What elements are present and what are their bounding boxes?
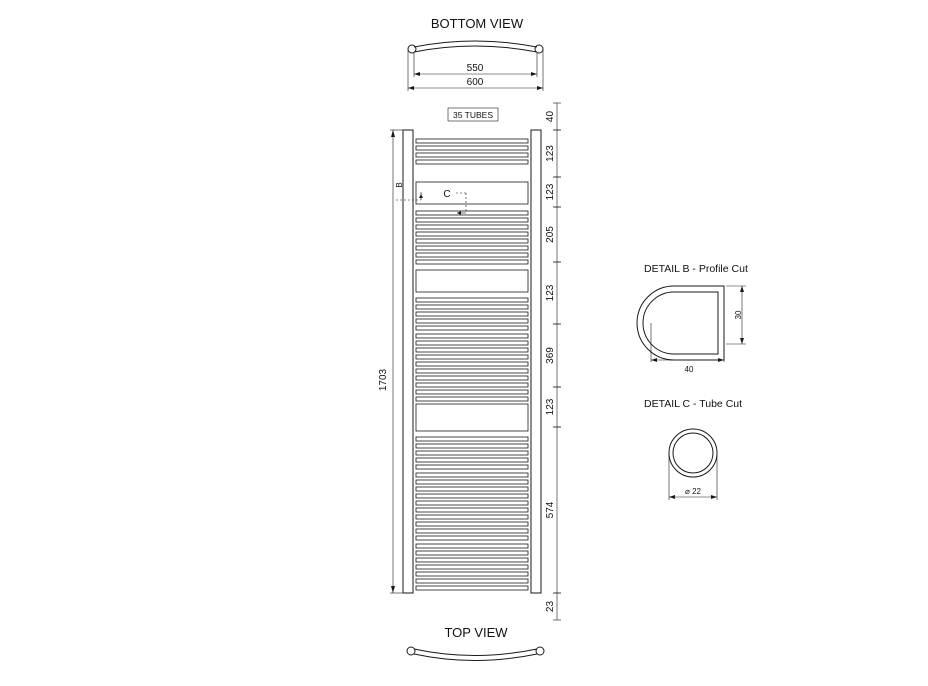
right-dimension-7 xyxy=(545,387,561,427)
detail-c xyxy=(644,398,742,500)
open-gap-tube-2 xyxy=(416,270,528,292)
tube-49 xyxy=(416,586,528,590)
top-view-left-end xyxy=(407,647,415,655)
right-dimension-2 xyxy=(545,130,561,177)
tube-40 xyxy=(416,522,528,526)
tube-24 xyxy=(416,376,528,380)
tube-18 xyxy=(416,334,528,338)
right-dimension-1-label: 40 xyxy=(545,110,556,123)
detail-c-tube-inner xyxy=(673,433,713,473)
section-marker-b-label: B xyxy=(395,182,404,188)
tube-23 xyxy=(416,369,528,373)
tube-30 xyxy=(416,451,528,455)
top-view-rail-lower xyxy=(414,654,537,661)
tube-43 xyxy=(416,544,528,548)
detail-b-profile-outer xyxy=(637,286,724,360)
right-dimension-9 xyxy=(545,593,561,620)
tube-32 xyxy=(416,465,528,469)
bottom-view xyxy=(408,16,543,91)
tube-21 xyxy=(416,355,528,359)
right-dimension-3 xyxy=(545,177,561,207)
right-dimension-4 xyxy=(545,207,561,262)
tube-29 xyxy=(416,444,528,448)
top-view-title: TOP VIEW xyxy=(444,625,508,640)
dimension-550-label: 550 xyxy=(466,63,484,74)
tube-41 xyxy=(416,529,528,533)
right-dimension-5-label: 123 xyxy=(545,284,556,302)
right-dimension-7-label: 123 xyxy=(545,398,556,416)
right-dimension-8-label: 574 xyxy=(545,501,556,519)
tube-6 xyxy=(416,218,528,222)
right-dimension-3-label: 123 xyxy=(545,183,556,201)
bottom-view-left-end xyxy=(408,45,416,53)
front-view xyxy=(378,103,561,620)
bottom-view-right-end xyxy=(535,45,543,53)
tube-3 xyxy=(416,153,528,157)
bottom-view-title: BOTTOM VIEW xyxy=(430,16,524,31)
tube-12 xyxy=(416,260,528,264)
tube-9 xyxy=(416,239,528,243)
dimension-1703-label: 1703 xyxy=(378,368,389,392)
tube-35 xyxy=(416,487,528,491)
tube-42 xyxy=(416,536,528,540)
tube-15 xyxy=(416,312,528,316)
right-dimension-5 xyxy=(545,262,561,324)
detail-b-width-label: 40 xyxy=(684,365,694,374)
tube-33 xyxy=(416,473,528,477)
tube-11 xyxy=(416,253,528,257)
section-marker-c-label: C xyxy=(443,189,451,200)
right-dimension-1 xyxy=(545,103,561,130)
tube-37 xyxy=(416,501,528,505)
tube-20 xyxy=(416,348,528,352)
right-dimension-6-label: 369 xyxy=(545,347,556,364)
dimension-600 xyxy=(408,77,543,90)
tube-8 xyxy=(416,232,528,236)
open-gap-tube-1 xyxy=(416,182,528,204)
right-dimension-2-label: 123 xyxy=(545,145,556,162)
detail-b-height-label: 30 xyxy=(734,310,743,320)
tube-39 xyxy=(416,515,528,519)
tube-31 xyxy=(416,458,528,462)
tube-1 xyxy=(416,139,528,143)
dimension-600-label: 600 xyxy=(466,77,484,88)
detail-c-diameter-label: ⌀ 22 xyxy=(685,487,701,496)
right-dimension-8 xyxy=(545,427,561,593)
tube-27 xyxy=(416,397,528,401)
tube-26 xyxy=(416,390,528,394)
tube-25 xyxy=(416,383,528,387)
tube-46 xyxy=(416,565,528,569)
tube-38 xyxy=(416,508,528,512)
detail-b xyxy=(637,263,748,374)
tube-10 xyxy=(416,246,528,250)
tube-16 xyxy=(416,319,528,323)
open-gap-tube-3 xyxy=(416,404,528,431)
detail-c-title: DETAIL C - Tube Cut xyxy=(644,398,743,410)
top-view xyxy=(407,625,544,661)
right-collector xyxy=(531,130,541,593)
tube-44 xyxy=(416,551,528,555)
tube-47 xyxy=(416,572,528,576)
tube-17 xyxy=(416,326,528,330)
tube-2 xyxy=(416,146,528,150)
tube-34 xyxy=(416,480,528,484)
dimension-1703 xyxy=(378,130,403,593)
tube-48 xyxy=(416,579,528,583)
tube-28 xyxy=(416,437,528,441)
detail-b-height-dimension xyxy=(734,286,744,344)
tube-45 xyxy=(416,558,528,562)
detail-b-profile-inner xyxy=(643,292,718,354)
tube-22 xyxy=(416,362,528,366)
dimension-550 xyxy=(414,63,537,76)
tube-count-tag: 35 TUBES xyxy=(452,110,494,120)
top-view-rail-upper xyxy=(414,649,537,656)
tube-5 xyxy=(416,211,528,215)
tube-14 xyxy=(416,305,528,309)
left-collector xyxy=(403,130,413,593)
tube-4 xyxy=(416,160,528,164)
right-dimension-4-label: 205 xyxy=(545,226,556,243)
right-dimension-chain xyxy=(545,103,561,620)
tube-36 xyxy=(416,494,528,498)
top-view-right-end xyxy=(536,647,544,655)
tube-7 xyxy=(416,225,528,229)
detail-c-diameter-dimension xyxy=(669,487,717,499)
bottom-view-rail-lower xyxy=(414,46,537,52)
tube-19 xyxy=(416,341,528,345)
right-dimension-9-label: 23 xyxy=(545,600,556,613)
right-dimension-6 xyxy=(545,324,561,387)
tube-13 xyxy=(416,298,528,302)
detail-b-title: DETAIL B - Profile Cut xyxy=(644,263,748,275)
detail-c-tube-outer xyxy=(669,429,717,477)
tubes-group xyxy=(416,139,528,590)
